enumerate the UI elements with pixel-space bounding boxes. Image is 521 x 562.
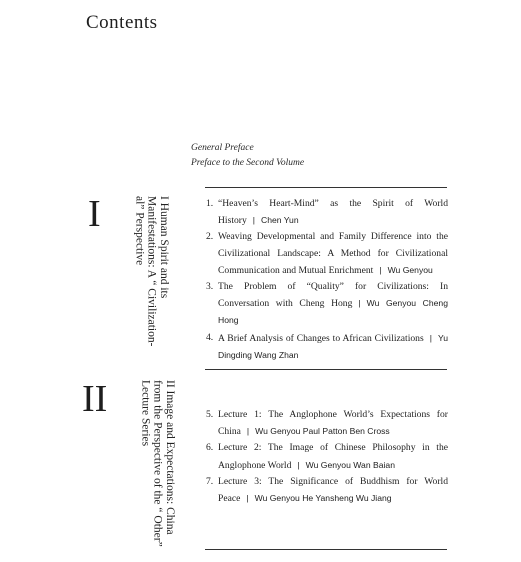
chapter-authors: Chen Yun <box>261 215 299 226</box>
chapter-number: 2. <box>206 231 214 243</box>
page-title: Contents <box>86 12 158 33</box>
divider <box>205 369 447 370</box>
chapter-title: The Problem of “Quality” for Civilizations: In Conversation with Cheng Hong <box>218 281 448 310</box>
chapter-entry: 5. Lecture 1: The Anglophone World’s Expectations for China | Wu Genyou Paul Patton Ben Cross <box>206 407 448 440</box>
part-title: II Image and Expectations: China from the Perspective of the “ Other” Lecture Series <box>139 380 176 547</box>
chapter-authors: Yu Dingding Wang Zhan <box>218 332 448 360</box>
part-title: I Human Spirit and its Manifestations: A “ Civilization-al” Perspective <box>133 196 170 347</box>
chapter-list <box>206 407 448 507</box>
chapter-authors: Wu Genyou Wan Baian <box>305 459 395 470</box>
chapter-list <box>206 196 448 364</box>
chapter-entry: 1. “Heaven’s Heart-Mind” as the Spirit of World History | Chen Yun <box>206 196 448 229</box>
chapter-title: Weaving Developmental and Family Difference into the Civilizational Landscape: A Method for Civilizational Communication and Mutual Enrichment <box>218 231 448 276</box>
chapter-number: 5. <box>206 409 214 420</box>
chapter-entry: 4. A Brief Analysis of Changes to African Civilizations | Yu Dingding Wang Zhan <box>206 330 448 364</box>
chapter-title: Lecture 2: The Image of Chinese Philosophy in the Anglophone World <box>218 442 448 471</box>
chapter-number: 1. <box>206 198 214 209</box>
chapter-authors: Wu Genyou Paul Patton Ben Cross <box>255 426 390 437</box>
chapter-authors: Wu Genyou He Yansheng Wu Jiang <box>254 493 392 504</box>
second-volume-preface-entry: Preface to the Second Volume <box>191 158 305 168</box>
chapter-number: 7. <box>206 475 214 487</box>
chapter-title: A Brief Analysis of Changes to African Civilizations <box>218 332 424 344</box>
part-numeral: II <box>82 378 108 420</box>
chapter-entry: 7. Lecture 3: The Significance of Buddhism for World Peace | Wu Genyou He Yansheng Wu Jiang <box>206 474 448 507</box>
general-preface-entry: General Preface <box>191 143 254 153</box>
divider <box>205 549 447 550</box>
part-numeral: I <box>88 193 101 235</box>
chapter-number: 4. <box>206 331 214 343</box>
chapter-title: Lecture 1: The Anglophone World’s Expectations for China <box>218 409 448 438</box>
chapter-title: “Heaven’s Heart-Mind” as the Spirit of World History <box>218 198 448 227</box>
divider <box>205 187 447 188</box>
chapter-entry: 2. Weaving Developmental and Family Difference into the Civilizational Landscape: A Method for Civilizational Communication and Mutual Enrichment | Wu Genyou <box>206 229 448 279</box>
chapter-authors: Wu Genyou Cheng Hong <box>218 298 448 326</box>
chapter-entry: 3. The Problem of “Quality” for Civilizations: In Conversation with Cheng Hong | Wu Genyou Cheng Hong <box>206 279 448 330</box>
chapter-number: 3. <box>206 281 214 293</box>
chapter-authors: Wu Genyou <box>387 264 433 275</box>
chapter-number: 6. <box>206 442 214 454</box>
chapter-entry: 6. Lecture 2: The Image of Chinese Philosophy in the Anglophone World | Wu Genyou Wan Baian <box>206 440 448 473</box>
chapter-title: Lecture 3: The Significance of Buddhism for World Peace <box>218 475 448 505</box>
